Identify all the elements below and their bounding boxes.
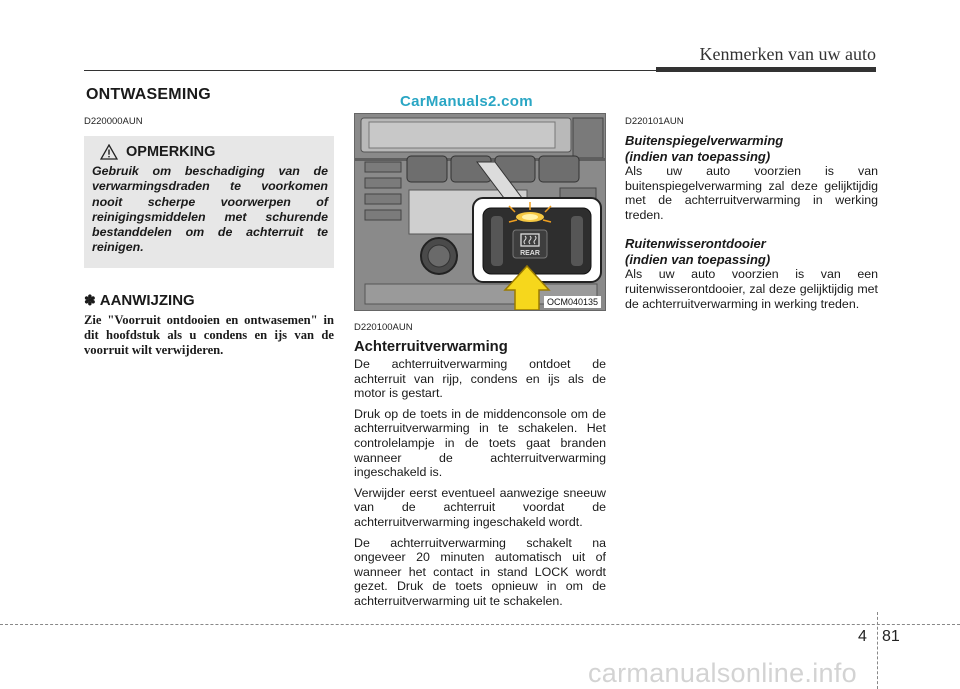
subheading-line: Buitenspiegelverwarming	[625, 133, 784, 148]
reference-code: D220000AUN	[84, 116, 143, 127]
subheading-line: (indien van toepassing)	[625, 148, 771, 164]
section-heading: Achterruitverwarming	[354, 339, 508, 355]
rear-button-label: REAR	[520, 250, 540, 257]
asterisk-icon: ✽	[84, 291, 96, 308]
paragraph: De achterruitverwarming ontdoet de achterruit van rijp, condens en ijs als de motor is gestart.	[354, 357, 606, 401]
tip-text: Zie "Voorruit ontdooien en ontwasemen" in dit hoofdstuk als u condens en ijs van de voorruit wilt verwijderen.	[84, 312, 334, 358]
rear-defroster-section	[354, 322, 606, 609]
column-left	[84, 116, 334, 358]
subheading-mirror-heating	[625, 133, 878, 164]
note-box	[84, 136, 334, 268]
center-console-drawing	[355, 114, 606, 311]
paragraph: Druk op de toets in de middenconsole om de achterruitverwarming in te schakelen. Het controlelampje in de toets gaat branden wanneer de achterruitverwarming ingeschakeld is.	[354, 406, 606, 480]
site-watermark: carmanualsonline.info	[588, 658, 857, 688]
header-rule	[84, 70, 656, 71]
note-title: OPMERKING	[126, 144, 216, 160]
subheading-line: Ruitenwisserontdooier	[625, 236, 766, 252]
tip-heading	[84, 292, 334, 309]
reference-code: D220101AUN	[625, 116, 684, 127]
subheading-line: (indien van toepassing)	[625, 251, 771, 267]
note-text: Gebruik om beschadiging van de verwarmingsdraden te voorkomen nooit scherpe voorwerpen of reinigingsmiddelen met schurende bestanddelen om de achterruit te reinigen.	[92, 164, 328, 255]
running-header: Kenmerken van uw auto	[699, 44, 876, 64]
console-illustration	[354, 113, 606, 311]
column-middle	[354, 113, 606, 615]
section-title: ONTWASEMING	[86, 86, 211, 103]
paragraph: Als uw auto voorzien is van een ruitenwisserontdooier, zal deze gelijktijdig met de achterruitverwarming in werking treden.	[625, 267, 878, 311]
footer-divider	[877, 612, 878, 689]
column-right	[625, 116, 878, 317]
chapter-number: 4	[858, 628, 867, 645]
header-bar	[656, 67, 876, 72]
note-heading	[100, 144, 328, 160]
paragraph: De achterruitverwarming schakelt na ongeveer 20 minuten automatisch uit of wanneer het contact in stand LOCK wordt gezet. Druk de toets opnieuw in om de achterruitverwarming uit te schakelen.	[354, 535, 606, 608]
paragraph: Als uw auto voorzien is van buitenspiegelverwarming zal deze gelijktijdig met de achterruitverwarming in werking treden.	[625, 164, 878, 222]
paragraph: Verwijder eerst eventueel aanwezige sneeuw van de achterruit voordat de achterruitverwarming ingeschakeld wordt.	[354, 485, 606, 529]
warning-triangle-icon	[100, 144, 118, 160]
subheading-wiper-deicer	[625, 236, 878, 267]
tip-title: AANWIJZING	[99, 291, 195, 309]
figure-caption: OCM040135	[544, 296, 601, 308]
reference-code: D220100AUN	[354, 322, 413, 333]
page-number: 81	[882, 628, 900, 645]
footer-rule	[0, 624, 960, 625]
watermark-logo: CarManuals2.com	[400, 93, 533, 110]
